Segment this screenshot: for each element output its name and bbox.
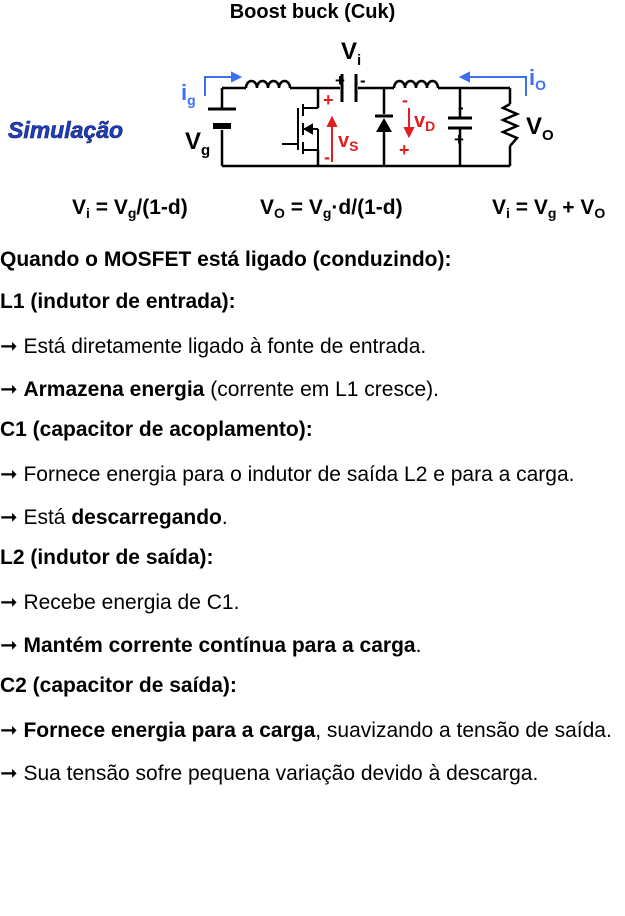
- sign-c2-minus: -: [458, 98, 464, 117]
- formula-vi-boost: $V_i = V_g/(1-d)$: [72, 196, 188, 221]
- sign-vd-minus: -: [402, 90, 408, 110]
- sign-vs-plus: +: [323, 90, 334, 110]
- section-heading: C1 (capacitor de acoplamento):: [0, 418, 313, 441]
- bullet-text: Recebe energia de C1.: [17, 591, 240, 614]
- figure-title: Boost buck (Cuk): [229, 1, 396, 23]
- bullet-text-end: (corrente em L1 cresce).: [204, 378, 439, 401]
- cuk-circuit-diagram: [0, 28, 625, 196]
- sign-c2-plus: +: [454, 130, 464, 149]
- sign-vs-minus: -: [324, 147, 330, 167]
- arrow-right-icon: ➞: [0, 719, 18, 742]
- label-vo: $V_O$: [526, 113, 554, 144]
- component-sections: [0, 288, 625, 790]
- bullet-bold-text: Mantém corrente contínua para a carga: [23, 634, 416, 657]
- bullet-text: Sua tensão sofre pequena variação devido à descarga.: [17, 762, 539, 785]
- label-vg: $V_g$: [185, 128, 211, 159]
- inductor-l2-icon: [394, 81, 438, 88]
- bullet-line: [0, 330, 625, 363]
- bullet-line: [0, 714, 625, 747]
- bullet-line: [0, 757, 625, 790]
- explanation-text: [0, 246, 625, 800]
- label-io: $i_O$: [529, 65, 547, 93]
- bullet-text-end: , suavizando a tensão de saída.: [315, 719, 612, 742]
- label-vs: $v_S$: [338, 130, 359, 154]
- bullet-bold-text: Armazena energia: [23, 378, 205, 401]
- inductor-l1-icon: [246, 81, 290, 88]
- resistor-load-icon: [503, 104, 517, 146]
- bullet-bold-text: Fornece energia para a carga: [23, 719, 316, 742]
- bullet-text-end: .: [415, 634, 422, 657]
- arrow-right-icon: ➞: [0, 378, 18, 401]
- bullet-line: [0, 501, 625, 534]
- bullet-text: Está diretamente ligado à fonte de entrada.: [17, 335, 427, 358]
- section-heading: L2 (indutor de saída):: [0, 546, 214, 569]
- bullet-line: [0, 629, 625, 662]
- intro-heading: Quando o MOSFET está ligado (conduzindo):: [0, 248, 452, 271]
- bullet-bold-text: descarregando: [71, 506, 222, 529]
- label-vi: $V_i$: [341, 38, 362, 69]
- formula-vi-sum: $V_i = V_g + V_O$: [492, 196, 606, 221]
- formula-vo: $V_O = V_g\cdot d/(1-d)$: [260, 196, 403, 221]
- formula-row: [0, 196, 625, 232]
- arrow-right-icon: ➞: [0, 634, 18, 657]
- bullet-line: [0, 458, 625, 491]
- arrow-right-icon: ➞: [0, 335, 18, 358]
- arrow-right-icon: ➞: [0, 591, 18, 614]
- label-vd: $v_D$: [414, 110, 436, 134]
- section-heading: L1 (indutor de entrada):: [0, 290, 236, 313]
- capacitor-c2-icon: [448, 118, 472, 128]
- bullet-line: [0, 586, 625, 619]
- arrow-right-icon: ➞: [0, 762, 18, 785]
- arrow-right-icon: ➞: [0, 506, 18, 529]
- mosfet-icon: [282, 104, 318, 154]
- sign-c1-minus: -: [360, 71, 366, 90]
- simulation-label: Simulação: [8, 117, 124, 143]
- sign-vd-plus: +: [399, 140, 410, 160]
- source-battery-icon: [208, 109, 236, 126]
- bullet-text: Fornece energia para o indutor de saída L2 e para a carga.: [17, 463, 575, 486]
- diode-icon: [375, 116, 393, 132]
- sign-c1-plus: +: [335, 71, 345, 90]
- bullet-text: Está: [17, 506, 72, 529]
- bullet-text-end: .: [221, 506, 228, 529]
- arrow-right-icon: ➞: [0, 463, 18, 486]
- section-heading: C2 (capacitor de saída):: [0, 674, 237, 697]
- label-ig: $i_g$: [181, 80, 196, 108]
- bullet-line: [0, 373, 625, 406]
